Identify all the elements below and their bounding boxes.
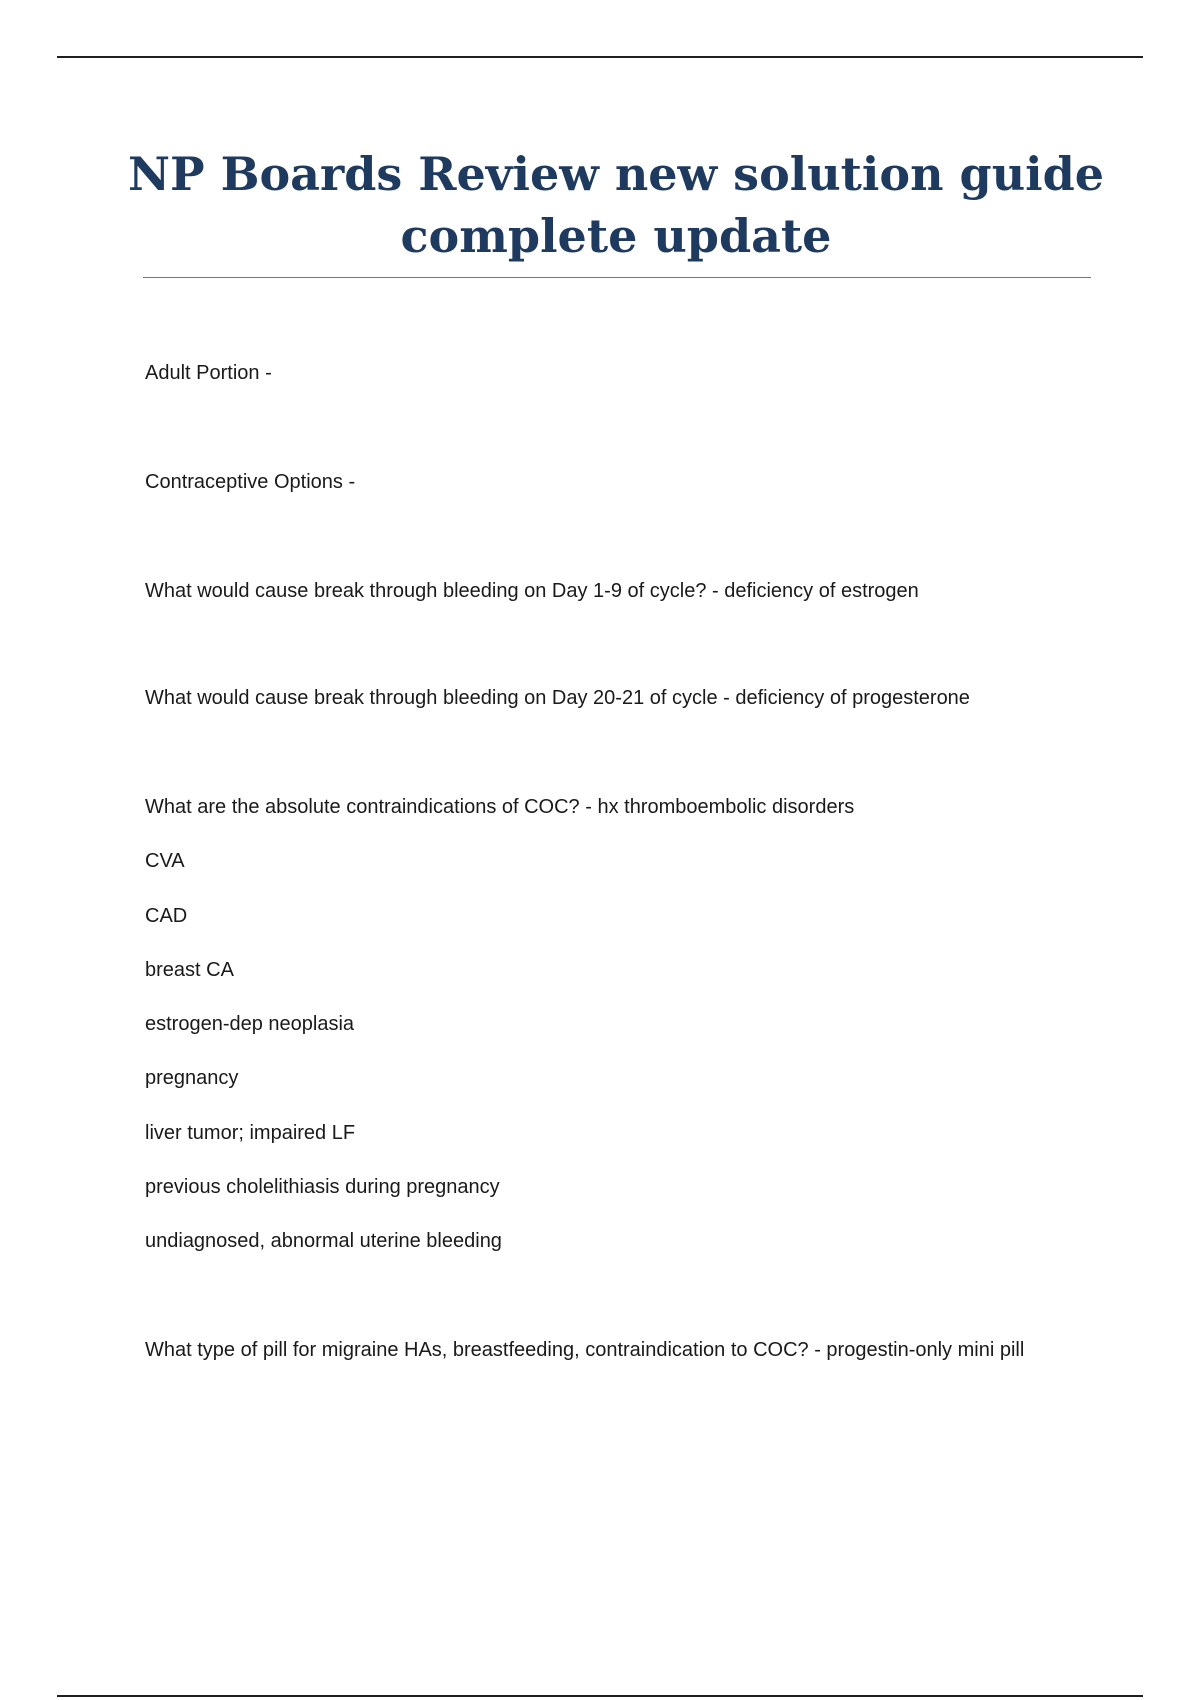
footer-rule xyxy=(57,1695,1143,1697)
title-underline xyxy=(143,277,1091,278)
answer-line: previous cholelithiasis during pregnancy xyxy=(145,1176,500,1198)
header-rule xyxy=(57,56,1143,58)
answer-line: pregnancy xyxy=(145,1067,239,1089)
answer-line: CVA xyxy=(145,850,185,872)
qa-item: What would cause break through bleeding on Day 1-9 of cycle? - deficiency of estrogen xyxy=(145,580,919,602)
answer-line: undiagnosed, abnormal uterine bleeding xyxy=(145,1230,502,1252)
qa-item: What are the absolute contraindications of COC? - hx thromboembolic disorders xyxy=(145,796,855,818)
section-heading-contraceptive-options: Contraceptive Options - xyxy=(145,471,356,493)
qa-item: What would cause break through bleeding on Day 20-21 of cycle - deficiency of progesterone xyxy=(145,687,970,709)
qa-item: What type of pill for migraine HAs, breastfeeding, contraindication to COC? - progestin-only mini pill xyxy=(145,1339,1025,1361)
document-title: NP Boards Review new solution guide complete update xyxy=(127,147,1105,263)
answer-line: liver tumor; impaired LF xyxy=(145,1122,356,1144)
answer-line: breast CA xyxy=(145,959,234,981)
answer-line: CAD xyxy=(145,905,188,927)
section-heading-adult-portion: Adult Portion - xyxy=(145,362,272,384)
answer-line: estrogen-dep neoplasia xyxy=(145,1013,355,1035)
